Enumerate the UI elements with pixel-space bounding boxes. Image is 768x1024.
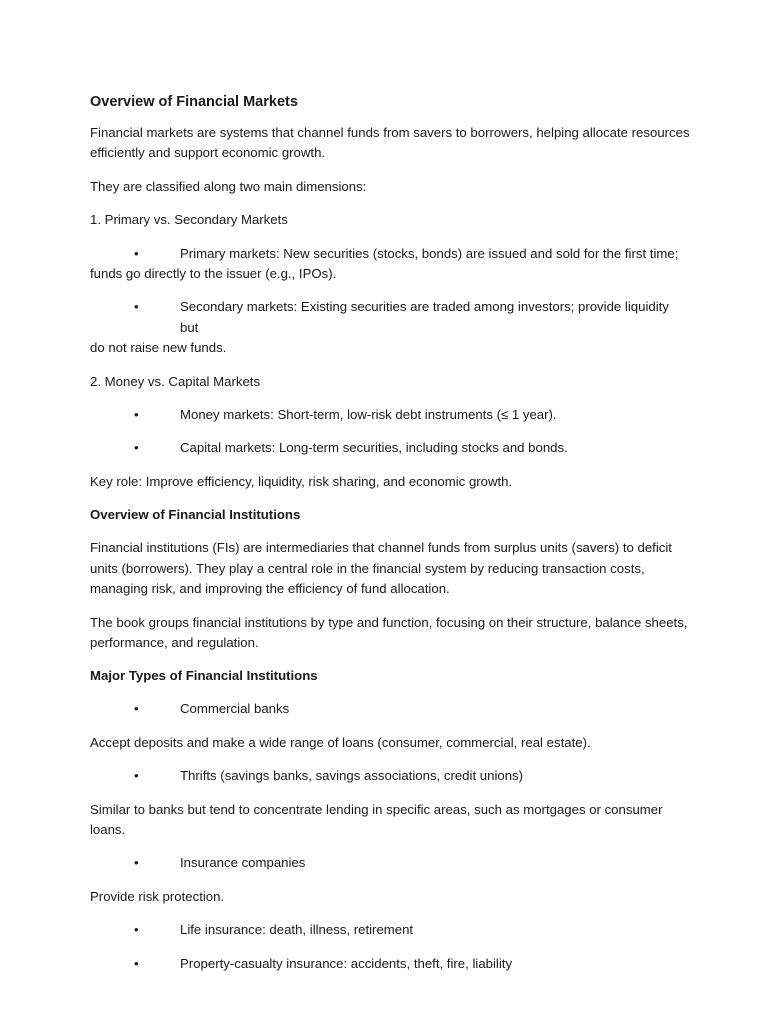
key-role-paragraph: Key role: Improve efficiency, liquidity, risk sharing, and economic growth.	[90, 473, 513, 489]
bullet-dot: •	[134, 245, 139, 261]
bullet-dot: •	[134, 701, 139, 717]
bullet-text: Money markets: Short-term, low-risk debt instruments (≤ 1 year).	[180, 407, 557, 423]
bullet-property-casualty-insurance	[90, 954, 690, 974]
institutions-paragraph-2: The book groups financial institutions by type and function, focusing on their structure, balance sheets, performance, and regulation.	[90, 614, 688, 650]
bullet-primary-markets	[90, 244, 690, 285]
bullet-money-markets	[90, 405, 690, 425]
bullet-text-line2: funds go directly to the issuer (e.g., IPOs).	[90, 266, 337, 282]
bullet-dot: •	[134, 440, 139, 456]
bullet-dot: •	[134, 299, 139, 315]
section2-heading: 2. Money vs. Capital Markets	[90, 373, 261, 389]
bullet-commercial-banks	[90, 699, 690, 719]
bullet-secondary-markets	[90, 297, 690, 358]
bullet-dot: •	[134, 407, 139, 423]
bullet-dot: •	[134, 955, 139, 971]
document-title: Overview of Financial Markets	[90, 94, 298, 110]
classified-paragraph: They are classified along two main dimensions:	[90, 178, 367, 194]
bullet-text: Life insurance: death, illness, retirement	[180, 922, 414, 938]
bullet-text-line2: do not raise new funds.	[90, 340, 227, 356]
section1-heading: 1. Primary vs. Secondary Markets	[90, 212, 288, 228]
bullet-text: Capital markets: Long-term securities, including stocks and bonds.	[180, 440, 568, 456]
institutions-paragraph-1: Financial institutions (FIs) are intermediaries that channel funds from surplus units (savers) to deficit units (borrowers). They play a central role in the financial system by reducing transaction costs, managing risk, and improving the efficiency of fund allocation.	[90, 540, 672, 597]
bullet-dot: •	[134, 855, 139, 871]
bullet-life-insurance	[90, 920, 690, 940]
types-heading: Major Types of Financial Institutions	[90, 668, 318, 684]
thrifts-description: Similar to banks but tend to concentrate lending in specific areas, such as mortgages or consumer loans.	[90, 801, 663, 837]
bullet-text-line1: Primary markets: New securities (stocks, bonds) are issued and sold for the first time;	[180, 245, 679, 261]
bullet-thrifts	[90, 766, 690, 786]
bullet-dot: •	[134, 922, 139, 938]
bullet-text: Thrifts (savings banks, savings associations, credit unions)	[180, 768, 524, 784]
bullet-insurance-companies	[90, 853, 690, 873]
bullet-capital-markets	[90, 438, 690, 458]
bullet-text: Property-casualty insurance: accidents, theft, fire, liability	[180, 955, 513, 971]
bullet-text: Insurance companies	[180, 855, 306, 871]
commercial-banks-description: Accept deposits and make a wide range of loans (consumer, commercial, real estate).	[90, 734, 591, 750]
document-page	[90, 93, 690, 987]
bullet-dot: •	[134, 768, 139, 784]
institutions-heading: Overview of Financial Institutions	[90, 507, 301, 523]
bullet-text: Commercial banks	[180, 701, 290, 717]
bullet-text-line1: Secondary markets: Existing securities are traded among investors; provide liquidity but	[180, 299, 669, 335]
intro-paragraph: Financial markets are systems that channel funds from savers to borrowers, helping allocate resources efficiently and support economic growth.	[90, 125, 690, 161]
insurance-description: Provide risk protection.	[90, 888, 225, 904]
